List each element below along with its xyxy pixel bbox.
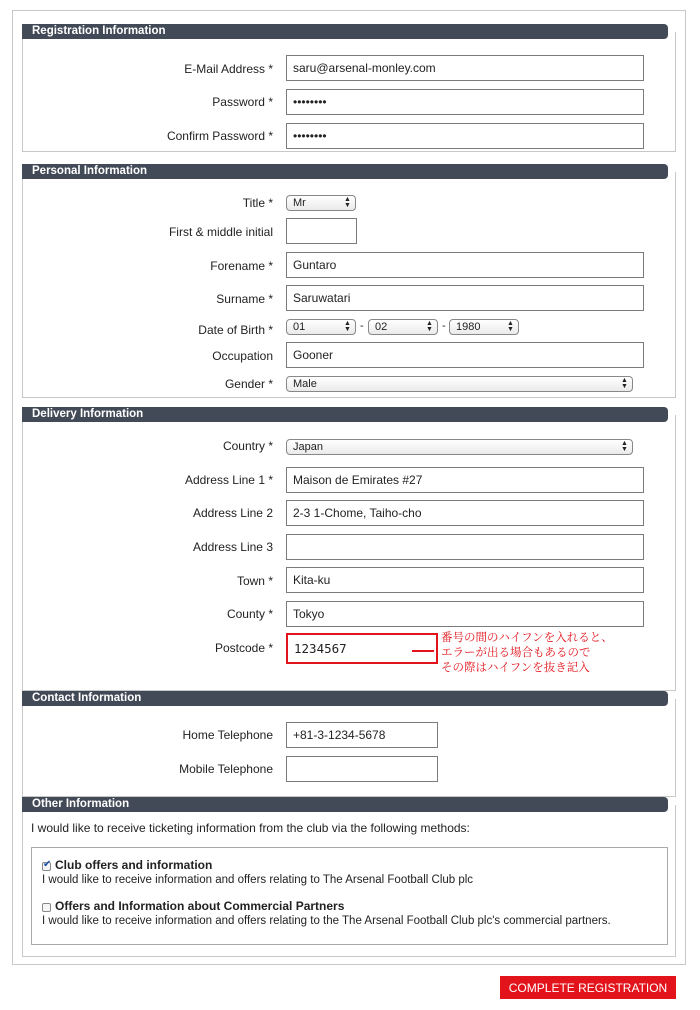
initial-label: First & middle initial	[168, 225, 273, 239]
address3-field[interactable]	[286, 534, 644, 560]
gender-select-value: Male	[293, 378, 317, 390]
initial-field[interactable]	[286, 218, 357, 244]
dob-year-value: 1980	[456, 321, 481, 333]
club-offers-checkbox[interactable]	[42, 862, 51, 871]
address1-label: Address Line 1 *	[184, 473, 273, 487]
town-field[interactable]: Kita-ku	[286, 567, 644, 593]
dob-day-value: 01	[293, 321, 306, 333]
section-other	[22, 798, 676, 957]
section-contact	[22, 692, 676, 797]
gender-label: Gender *	[224, 377, 273, 391]
country-select[interactable]	[286, 439, 633, 455]
marketing-options-box	[31, 847, 668, 945]
section-registration	[22, 25, 676, 152]
select-arrows-icon: ▲ ▼	[621, 377, 628, 390]
postcode-annotation	[441, 631, 613, 676]
select-arrows-icon: ▲ ▼	[426, 320, 433, 333]
dob-year-select[interactable]	[449, 319, 519, 335]
email-label: E-Mail Address *	[184, 62, 273, 76]
select-arrows-icon: ▲ ▼	[344, 320, 351, 333]
home-telephone-field[interactable]: +81-3-1234-5678	[286, 722, 438, 748]
club-offers-title: Club offers and information	[55, 858, 213, 872]
dob-label: Date of Birth *	[198, 323, 273, 337]
country-label: Country *	[222, 439, 273, 453]
county-field[interactable]: Tokyo	[286, 601, 644, 627]
dob-separator: -	[442, 320, 446, 332]
confirm-password-label: Confirm Password *	[166, 129, 273, 143]
select-arrows-icon: ▲ ▼	[507, 320, 514, 333]
postcode-label: Postcode *	[214, 641, 273, 655]
gender-select[interactable]	[286, 376, 633, 392]
select-arrows-icon: ▲ ▼	[621, 440, 628, 453]
title-select-value: Mr	[293, 197, 306, 209]
dob-separator: -	[360, 320, 364, 332]
club-offers-description: I would like to receive information and offers relating to The Arsenal Football Club plc	[42, 874, 474, 886]
password-label: Password *	[212, 95, 273, 109]
section-header-delivery: Delivery Information	[22, 407, 668, 422]
select-arrows-icon: ▲ ▼	[344, 196, 351, 209]
partner-offers-description: I would like to receive information and offers relating to the The Arsenal Football Club plc's commercial partners.	[42, 915, 611, 927]
address3-label: Address Line 3	[192, 540, 273, 554]
occupation-label: Occupation	[212, 349, 273, 363]
address2-label: Address Line 2	[192, 506, 273, 520]
home-telephone-label: Home Telephone	[182, 728, 273, 742]
title-label: Title *	[242, 196, 273, 210]
occupation-field[interactable]: Gooner	[286, 342, 644, 368]
annotation-line-3: その際はハイフンを抜き記入	[441, 662, 590, 674]
mobile-telephone-field[interactable]	[286, 756, 438, 782]
section-header-registration: Registration Information	[22, 24, 668, 39]
mobile-telephone-label: Mobile Telephone	[179, 762, 273, 776]
surname-label: Surname *	[216, 292, 273, 306]
section-personal	[22, 165, 676, 398]
annotation-pointer	[412, 650, 434, 652]
annotation-line-2: エラーが出る場合もあるので	[441, 647, 591, 659]
forename-field[interactable]: Guntaro	[286, 252, 644, 278]
other-intro-text: I would like to receive ticketing information from the club via the following methods:	[31, 821, 470, 835]
partner-offers-checkbox[interactable]	[42, 903, 51, 912]
section-header-other: Other Information	[22, 797, 668, 812]
surname-field[interactable]: Saruwatari	[286, 285, 644, 311]
dob-month-value: 02	[375, 321, 388, 333]
email-field[interactable]: saru@arsenal-monley.com	[286, 55, 644, 81]
forename-label: Forename *	[210, 259, 273, 273]
country-select-value: Japan	[293, 441, 323, 453]
annotation-line-1: 番号の間のハイフンを入れると、	[441, 632, 613, 644]
title-select[interactable]	[286, 195, 356, 211]
town-label: Town *	[236, 574, 273, 588]
password-field[interactable]: ••••••••	[286, 89, 644, 115]
county-label: County *	[226, 607, 273, 621]
address2-field[interactable]: 2-3 1-Chome, Taiho-cho	[286, 500, 644, 526]
section-header-contact: Contact Information	[22, 691, 668, 706]
confirm-password-field[interactable]: ••••••••	[286, 123, 644, 149]
dob-month-select[interactable]	[368, 319, 438, 335]
postcode-field[interactable]: 1234567	[286, 633, 438, 664]
section-header-personal: Personal Information	[22, 164, 668, 179]
partner-offers-title: Offers and Information about Commercial Partners	[55, 899, 345, 913]
address1-field[interactable]: Maison de Emirates #27	[286, 467, 644, 493]
dob-day-select[interactable]	[286, 319, 356, 335]
complete-registration-button[interactable]: COMPLETE REGISTRATION	[500, 976, 676, 999]
